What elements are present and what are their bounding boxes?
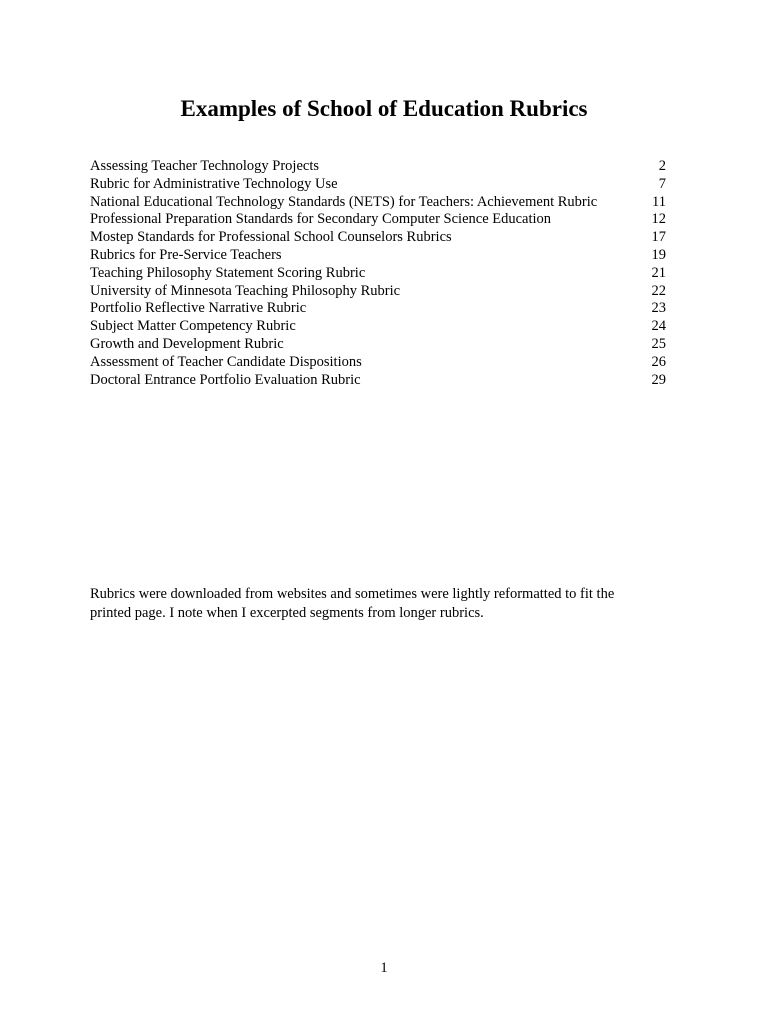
toc-entry — [90, 372, 666, 390]
toc-entry-page: 19 — [651, 246, 666, 263]
toc-entry — [90, 354, 666, 372]
toc-entry-page: 26 — [651, 353, 666, 370]
note-line: printed page. I note when I excerpted segments from longer rubrics. — [90, 604, 484, 621]
note-line: Rubrics were downloaded from websites and sometimes were lightly reformatted to fit the — [90, 586, 615, 602]
toc-entry — [90, 336, 666, 354]
document-title: Examples of School of Education Rubrics — [180, 96, 588, 121]
page-number: 1 — [380, 960, 388, 976]
toc-entry-title: Teaching Philosophy Statement Scoring Rubric — [90, 264, 366, 281]
toc-entry — [90, 229, 666, 247]
toc-entry-title: Subject Matter Competency Rubric — [90, 318, 296, 335]
toc-entry-title: Assessment of Teacher Candidate Dispositions — [90, 353, 362, 370]
toc-entry — [90, 283, 666, 301]
toc-entry-title: Doctoral Entrance Portfolio Evaluation Rubric — [90, 371, 361, 388]
toc-entry-title: Rubric for Administrative Technology Use — [90, 175, 338, 192]
toc-entry-page: 17 — [651, 229, 666, 246]
toc-entry — [90, 194, 666, 212]
toc-entry-page: 23 — [651, 300, 666, 317]
toc-entry-title: Professional Preparation Standards for Secondary Computer Science Education — [90, 211, 552, 228]
toc-entry — [90, 176, 666, 194]
toc-entry-page: 7 — [658, 175, 666, 192]
toc-entry — [90, 158, 666, 176]
toc-entry — [90, 265, 666, 283]
toc-entry-title: Assessing Teacher Technology Projects — [90, 158, 319, 174]
toc-entry-page: 29 — [651, 371, 666, 388]
toc-entry-title: National Educational Technology Standards (NETS) for Teachers: Achievement Rubric — [90, 193, 598, 210]
toc-entry — [90, 211, 666, 229]
toc-entry-page: 2 — [658, 158, 666, 174]
toc-entry-page: 22 — [651, 282, 666, 299]
toc-entry-page: 12 — [651, 211, 666, 228]
toc-entry-title: University of Minnesota Teaching Philosophy Rubric — [90, 282, 401, 299]
toc-entry-page: 11 — [652, 193, 666, 210]
table-of-contents — [90, 158, 666, 389]
toc-entry-page: 21 — [651, 264, 666, 281]
toc-entry-page: 25 — [651, 335, 666, 352]
toc-entry — [90, 300, 666, 318]
toc-entry-title: Mostep Standards for Professional School Counselors Rubrics — [90, 229, 452, 246]
toc-entry — [90, 247, 666, 265]
toc-entry-title: Growth and Development Rubric — [90, 335, 284, 352]
toc-entry-page: 24 — [651, 318, 666, 335]
toc-entry — [90, 318, 666, 336]
toc-entry-title: Portfolio Reflective Narrative Rubric — [90, 300, 307, 317]
note-paragraph — [90, 585, 670, 622]
toc-entry-title: Rubrics for Pre-Service Teachers — [90, 246, 282, 263]
